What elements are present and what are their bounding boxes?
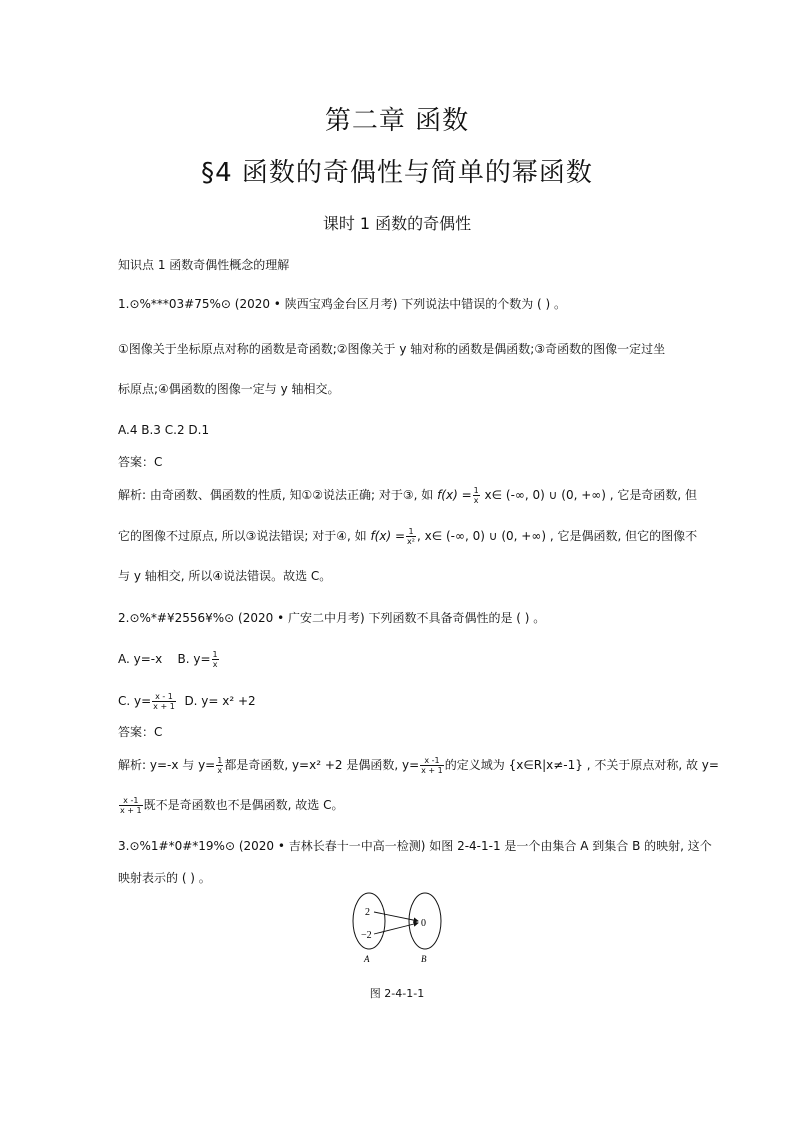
section-title: §4 函数的奇偶性与简单的幂函数 — [201, 158, 593, 188]
fraction: $\frac{x -1}{x + 1}$ — [421, 756, 443, 775]
mapping-arrow — [374, 912, 418, 921]
q2-exp2-text-b: 既不是奇函数也不是偶函数, 故选 C。 — [143, 798, 344, 812]
q2-exp1-text-c: 的定义域为 {x∈R|x≠-1} , 不关于原点对称, 故 y= — [444, 758, 719, 772]
fraction: $\frac{1}{x}$ — [212, 650, 218, 669]
fraction: $\frac{x - 1}{x + 1}$ — [153, 692, 175, 711]
q2-option-c-pre: C. y= — [118, 694, 152, 708]
q2-option-a: A. y=-x — [118, 652, 163, 666]
q1-exp2-text-b: , x∈ (-∞, 0) ∪ (0, +∞) , 它是偶函数, 但它的图像不 — [416, 529, 698, 543]
q1-stem: 1.⊙%***03#75%⊙ (2020 • 陕西宝鸡金台区月考) 下列说法中错误的个数为 ( ) 。 — [118, 297, 567, 311]
q1-options: A.4 B.3 C.2 D.1 — [118, 423, 210, 437]
q1-explanation-line2 — [118, 527, 698, 546]
q2-exp1-text-b: 都是奇函数, y=x² +2 是偶函数, y= — [224, 758, 420, 772]
fraction: $\frac{1}{x}$ — [473, 486, 479, 505]
set-b-label: B — [421, 954, 427, 964]
lesson-title: 课时 1 函数的奇偶性 — [322, 214, 472, 233]
q1-exp1-fx: f(x) = — [437, 488, 472, 502]
set-a-element: −2 — [361, 930, 372, 941]
q2-options-ab — [118, 650, 678, 669]
q2-option-d: D. y= x² +2 — [184, 694, 256, 708]
set-b-element: 0 — [421, 918, 426, 929]
q2-options-cd — [118, 692, 678, 711]
q3-stem-line1: 3.⊙%1#*0#*19%⊙ (2020 • 吉林长春十一中高一检测) 如图 2-4-1-1 是一个由集合 A 到集合 B 的映射, 这个 — [118, 839, 712, 853]
q2-stem: 2.⊙%*#¥2556¥%⊙ (2020 • 广安二中月考) 下列函数不具备奇偶性的是 ( ) 。 — [118, 611, 546, 625]
q1-exp2-fx: f(x) = — [370, 529, 406, 543]
q1-explanation-line3: 与 y 轴相交, 所以④说法错误。故选 C。 — [118, 569, 332, 583]
q2-exp1-text-a: 解析: y=-x 与 y= — [118, 758, 216, 772]
q1-explanation-line1 — [118, 486, 698, 505]
figure-caption: 图 2-4-1-1 — [369, 987, 425, 1000]
q3-stem-line2: 映射表示的 ( ) 。 — [118, 871, 211, 885]
mapping-arrow — [374, 923, 418, 934]
q1-statement-line2: 标原点;④偶函数的图像一定与 y 轴相交。 — [118, 382, 340, 396]
q2-explanation-line2 — [118, 796, 678, 815]
knowledge-point-heading: 知识点 1 函数奇偶性概念的理解 — [118, 258, 290, 272]
q1-statement-line1: ①图像关于坐标原点对称的函数是奇函数;②图像关于 y 轴对称的函数是偶函数;③奇函数的图像一定过坐 — [118, 342, 666, 356]
chapter-title: 第二章 函数 — [324, 106, 470, 136]
fraction: $\frac{1}{\text{x²}}$ — [407, 527, 415, 546]
q2-explanation-line1 — [118, 756, 719, 775]
fraction: $\frac{1}{x}$ — [217, 756, 223, 775]
fraction: $\frac{x -1}{x + 1}$ — [120, 796, 142, 815]
q2-answer: 答案：C — [118, 725, 163, 739]
q1-exp1-text-b: x∈ (-∞, 0) ∪ (0, +∞) , 它是奇函数, 但 — [480, 488, 698, 502]
q1-exp2-text-a: 它的图像不过原点, 所以③说法错误; 对于④, 如 — [118, 529, 371, 543]
q1-exp1-text-a: 解析: 由奇函数、偶函数的性质, 知①②说法正确; 对于③, 如 — [118, 488, 438, 502]
q1-answer: 答案：C — [118, 455, 163, 469]
set-a-label: A — [364, 954, 370, 964]
q2-option-b-pre: B. y= — [177, 652, 211, 666]
set-a-element: 2 — [365, 907, 370, 918]
mapping-diagram — [350, 888, 450, 970]
